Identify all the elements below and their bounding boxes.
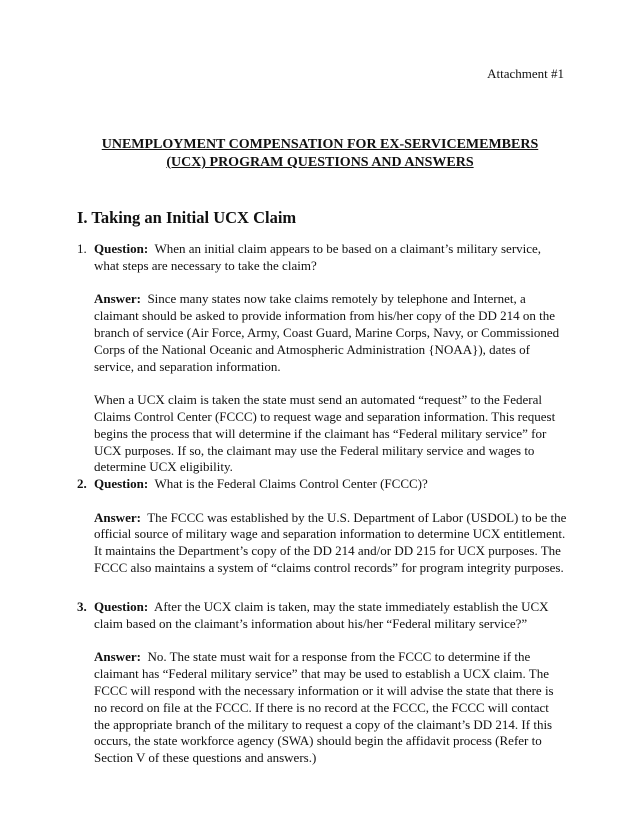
question <box>94 241 567 275</box>
attachment-label: Attachment #1 <box>487 66 564 81</box>
title-line-1: UNEMPLOYMENT COMPENSATION FOR EX-SERVICEMEMBERS <box>101 137 539 152</box>
qa-item-3 <box>77 599 567 767</box>
answer <box>94 291 567 375</box>
qa-number: 3. <box>77 599 87 614</box>
question-text: When an initial claim appears to be based on a claimant’s military service, what steps are necessary to take the claim? <box>94 241 542 273</box>
answer-label: Answer: <box>94 291 141 307</box>
answer <box>94 649 567 767</box>
qa-item-1 <box>77 241 567 476</box>
qa-item-2 <box>77 476 567 577</box>
question-label: Question: <box>94 241 149 256</box>
question-text: What is the Federal Claims Control Center (FCCC)? <box>154 476 428 491</box>
question <box>94 599 567 633</box>
question-text: After the UCX claim is taken, may the state immediately establish the UCX claim based on the claimant’s information about his/her “Federal military service?” <box>94 599 549 631</box>
question <box>94 476 567 493</box>
question-label: Question: <box>94 476 149 491</box>
answer-label: Answer: <box>94 649 141 665</box>
title-line-2: (UCX) PROGRAM QUESTIONS AND ANSWERS <box>166 155 474 170</box>
answer-label: Answer: <box>94 509 141 525</box>
document-title <box>60 136 580 172</box>
answer <box>94 510 567 577</box>
answer-text: The FCCC was established by the U.S. Department of Labor (USDOL) to be the official source of military wage and separation information to determine UCX entitlement. It maintains the Department’s copy of the DD 214 and/or DD 215 for UCX purposes. The FCCC also maintains a system of “claims control records” for program integrity purposes. <box>94 509 567 575</box>
answer-text: Since many states now take claims remotely by telephone and Internet, a claimant should be asked to provide information from his/her copy of the DD 214 on the branch of service (Air Force, Army, Coast Guard, Marine Corps, Navy, or Commissioned Corps of the National Oceanic and Atmospheric Administration {NOAA}), dates of service, and separation information. <box>94 291 560 374</box>
section-heading: I. Taking an Initial UCX Claim <box>77 208 297 227</box>
question-label: Question: <box>94 599 149 614</box>
qa-number: 1. <box>77 241 87 256</box>
qa-number: 2. <box>77 476 87 491</box>
answer-continuation: When a UCX claim is taken the state must send an automated “request” to the Federal Claims Control Center (FCCC) to request wage and separation information. This request begins the process that will determine if the claimant has “Federal military service” for UCX purposes. If so, the claimant may use the Federal military service and wages to determine UCX eligibility. <box>94 392 556 475</box>
answer-text: No. The state must wait for a response from the FCCC to determine if the claimant has “Federal military service” that may be used to establish a UCX claim. The FCCC will respond with the necessary information or it will advise the state that there is no record on file at the FCCC. If there is no record at the FCCC, the FCCC will contact the appropriate branch of the military to request a copy of the claimant’s DD 214. If this occurs, the state workforce agency (SWA) should begin the affidavit process (Refer to Section V of these questions and answers.) <box>94 649 554 766</box>
